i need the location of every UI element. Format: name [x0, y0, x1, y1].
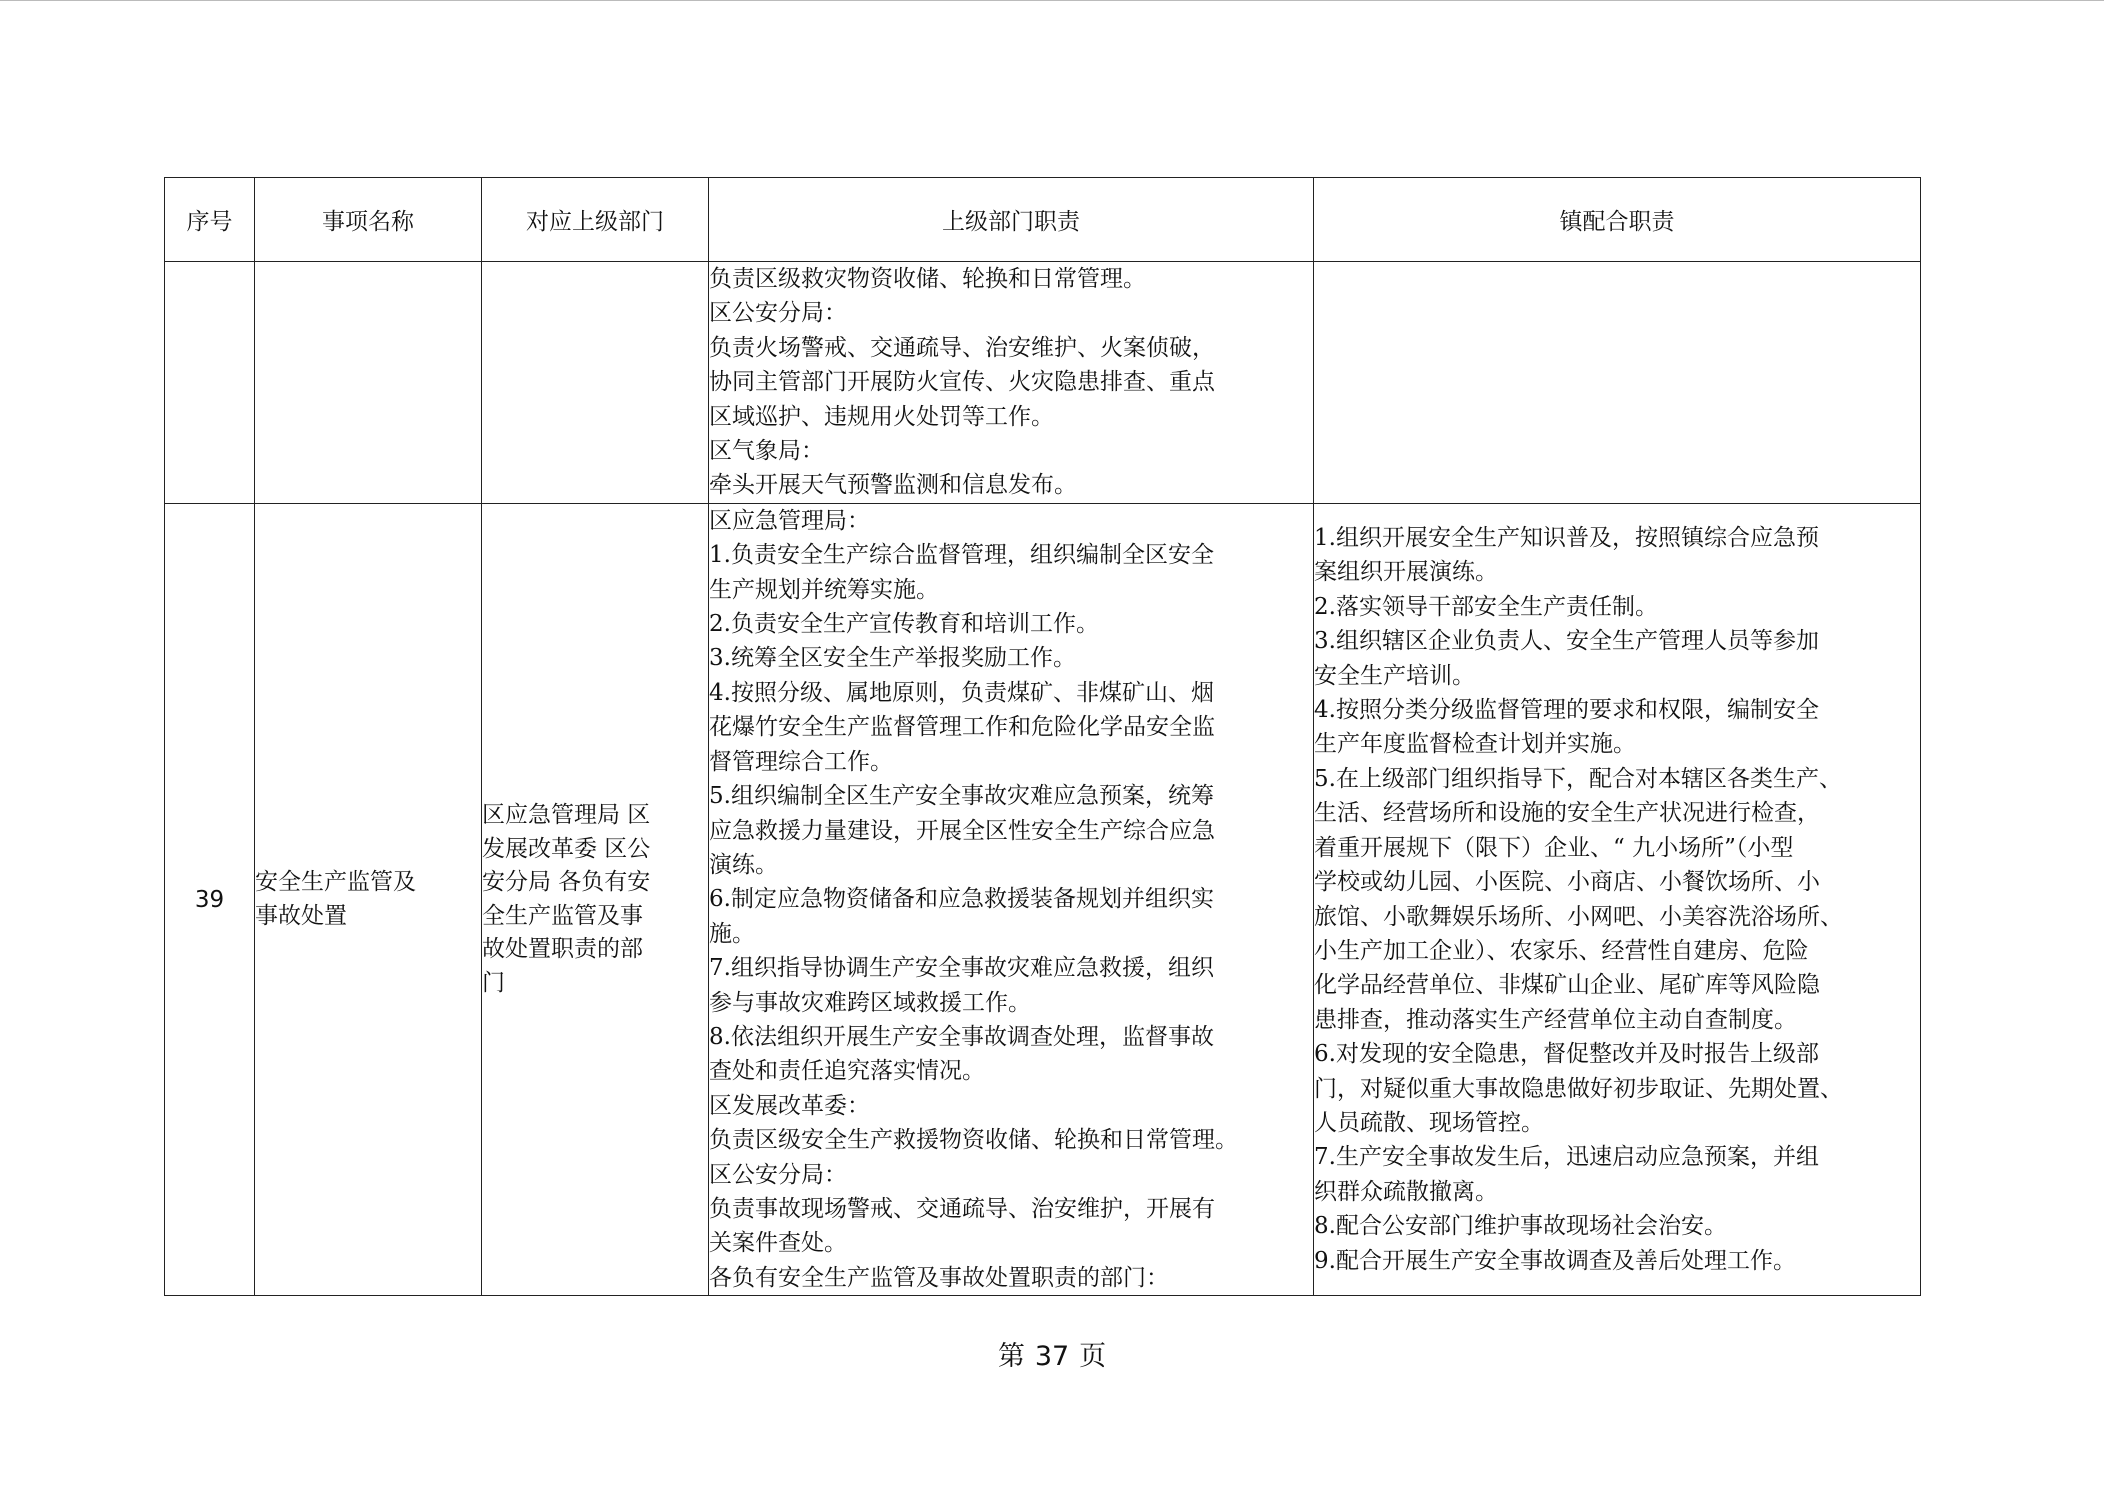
- text-line: 参与事故灾难跨区域救援工作。: [709, 989, 1031, 1016]
- text-line: 3.组织辖区企业负责人、安全生产管理人员等参加: [1314, 628, 1819, 655]
- text-line: 化学品经营单位、非煤矿山企业、尾矿库等风险隐: [1314, 972, 1820, 999]
- text-line: 案组织开展演练。: [1314, 559, 1498, 586]
- text-line: 督管理综合工作。: [709, 748, 893, 775]
- text-line: 施。: [709, 920, 755, 947]
- text-line: 1.组织开展安全生产知识普及，按照镇综合应急预: [1314, 525, 1819, 552]
- continued-upper-dept-cell: [482, 262, 709, 504]
- text-line: 负责火场警戒、交通疏导、治安维护、火案侦破，: [709, 334, 1215, 361]
- text-line: 花爆竹安全生产监督管理工作和危险化学品安全监: [709, 714, 1215, 741]
- page-top-rule: [0, 0, 2104, 1]
- text-line: 区应急管理局 区: [482, 802, 651, 829]
- text-line: 9.配合开展生产安全事故调查及善后处理工作。: [1314, 1247, 1796, 1274]
- table-row-39: [165, 503, 1921, 1295]
- table-header-row: [165, 178, 1921, 262]
- text-line: 着重开展规下（限下）企业、“ 九小场所”（小型: [1314, 834, 1794, 861]
- text-line: 关案件查处。: [709, 1230, 847, 1257]
- row-39-upper-dept: [482, 503, 709, 1295]
- row-39-item-name: [255, 503, 482, 1295]
- footer-prefix: 第: [997, 1341, 1025, 1372]
- text-line: 7.组织指导协调生产安全事故灾难应急救援，组织: [709, 955, 1214, 982]
- text-line: 演练。: [709, 851, 778, 878]
- text-line: 查处和责任追究落实情况。: [709, 1058, 985, 1085]
- text-line: 牵头开展天气预警监测和信息发布。: [709, 472, 1077, 499]
- continued-name-cell: [255, 262, 482, 504]
- text-line: 8.依法组织开展生产安全事故调查处理，监督事故: [709, 1023, 1214, 1050]
- text-line: 患排查，推动落实生产经营单位主动自查制度。: [1314, 1006, 1797, 1033]
- text-line: 7.生产安全事故发生后，迅速启动应急预案，并组: [1314, 1144, 1819, 1171]
- text-line: 区发展改革委：: [709, 1092, 870, 1119]
- header-town-duty: 镇配合职责: [1314, 178, 1921, 262]
- text-line: 8.配合公安部门维护事故现场社会治安。: [1314, 1213, 1727, 1240]
- text-line: 安分局 各负有安: [482, 869, 651, 896]
- header-seq: 序号: [165, 178, 255, 262]
- text-line: 4.按照分类分级监督管理的要求和权限，编制安全: [1314, 697, 1819, 724]
- text-line: 全生产监管及事: [482, 902, 643, 929]
- row-39-seq: 39: [165, 503, 255, 1295]
- text-line: 小生产加工企业）、农家乐、经营性自建房、危险: [1314, 937, 1809, 964]
- text-line: 3.统筹全区安全生产举报奖励工作。: [709, 645, 1076, 672]
- table-row-continued: [165, 262, 1921, 504]
- text-line: 门: [482, 969, 505, 996]
- text-line: 发展改革委 区公: [482, 835, 651, 862]
- text-line: 人员疏散、现场管控。: [1314, 1109, 1544, 1136]
- text-line: 事故处置: [255, 902, 347, 929]
- text-line: 1.负责安全生产综合监督管理，组织编制全区安全: [709, 542, 1214, 569]
- text-line: 负责区级安全生产救援物资收储、轮换和日常管理。: [709, 1127, 1238, 1154]
- text-line: 区应急管理局：: [709, 507, 870, 534]
- text-line: 区气象局：: [709, 438, 824, 465]
- text-line: 安全生产培训。: [1314, 662, 1475, 689]
- footer-suffix: 页: [1079, 1341, 1107, 1372]
- row-39-town-duty: [1314, 503, 1921, 1295]
- text-line: 应急救援力量建设，开展全区性安全生产综合应急: [709, 817, 1215, 844]
- header-upper-dept: 对应上级部门: [482, 178, 709, 262]
- page-footer: [0, 1334, 2104, 1373]
- duty-table: [164, 177, 1921, 1296]
- text-line: 区域巡护、违规用火处罚等工作。: [709, 403, 1054, 430]
- text-line: 旅馆、小歌舞娱乐场所、小网吧、小美容洗浴场所、: [1314, 903, 1843, 930]
- text-line: 安全生产监管及: [255, 869, 416, 896]
- text-line: 生产年度监督检查计划并实施。: [1314, 731, 1636, 758]
- text-line: 生产规划并统筹实施。: [709, 576, 939, 603]
- continued-upper-duty-cell: [709, 262, 1314, 504]
- text-line: 生活、经营场所和设施的安全生产状况进行检查，: [1314, 800, 1820, 827]
- text-line: 负责事故现场警戒、交通疏导、治安维护，开展有: [709, 1195, 1215, 1222]
- text-line: 协同主管部门开展防火宣传、火灾隐患排查、重点: [709, 369, 1215, 396]
- text-line: 学校或幼儿园、小医院、小商店、小餐饮场所、小: [1314, 869, 1820, 896]
- header-upper-duty: 上级部门职责: [709, 178, 1314, 262]
- text-line: 2.落实领导干部安全生产责任制。: [1314, 593, 1658, 620]
- continued-town-duty-cell: [1314, 262, 1921, 504]
- text-line: 区公安分局：: [709, 1161, 847, 1188]
- text-line: 织群众疏散撤离。: [1314, 1178, 1498, 1205]
- row-39-upper-duty: [709, 503, 1314, 1295]
- text-line: 5.组织编制全区生产安全事故灾难应急预案，统筹: [709, 783, 1214, 810]
- text-line: 负责区级救灾物资收储、轮换和日常管理。: [709, 266, 1146, 292]
- text-line: 门，对疑似重大事故隐患做好初步取证、先期处置、: [1314, 1075, 1843, 1102]
- text-line: 5.在上级部门组织指导下，配合对本辖区各类生产、: [1314, 765, 1842, 792]
- continued-seq-cell: [165, 262, 255, 504]
- text-line: 各负有安全生产监管及事故处置职责的部门：: [709, 1264, 1169, 1291]
- text-line: 6.制定应急物资储备和应急救援装备规划并组织实: [709, 886, 1214, 913]
- text-line: 区公安分局：: [709, 300, 847, 327]
- text-line: 故处置职责的部: [482, 936, 643, 963]
- text-line: 4.按照分级、属地原则，负责煤矿、非煤矿山、烟: [709, 679, 1214, 706]
- page-number: 37: [1034, 1341, 1070, 1372]
- text-line: 2.负责安全生产宣传教育和培训工作。: [709, 611, 1099, 638]
- text-line: 6.对发现的安全隐患，督促整改并及时报告上级部: [1314, 1041, 1819, 1068]
- header-item-name: 事项名称: [255, 178, 482, 262]
